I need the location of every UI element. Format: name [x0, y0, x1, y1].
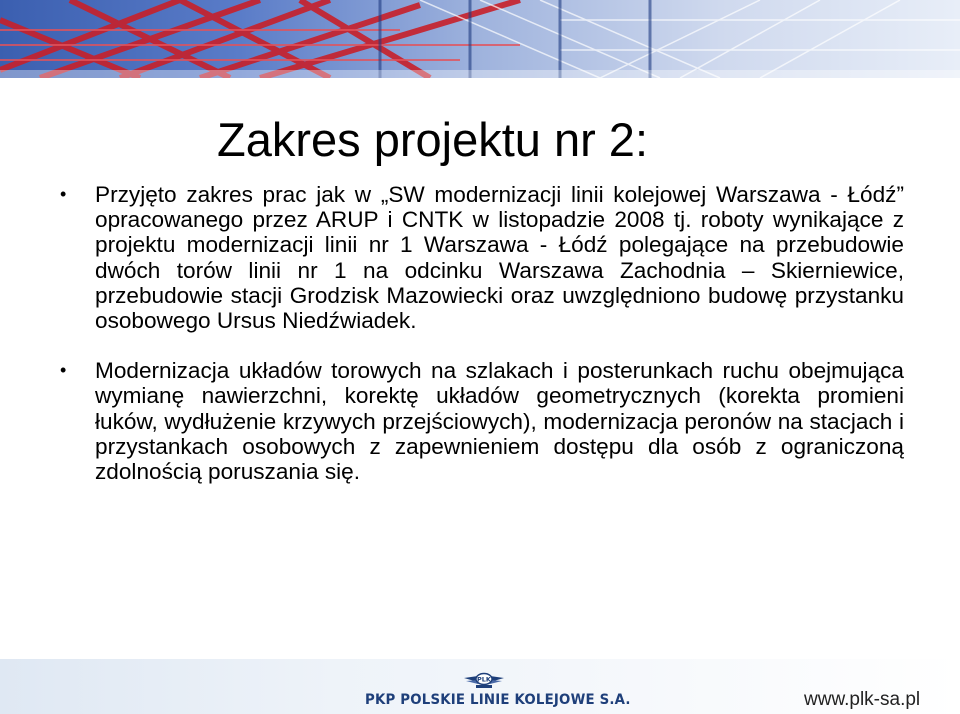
logo-text: PLK [477, 675, 491, 684]
bullet-icon: • [60, 184, 67, 204]
header-banner-image [0, 0, 960, 78]
bullet-list [60, 182, 904, 484]
bullet-item-modernization [60, 358, 904, 484]
website-url[interactable]: www.plk-sa.pl [804, 689, 921, 710]
company-name: PKP POLSKIE LINIE KOLEJOWE S.A. [365, 692, 631, 708]
bullet-text: Modernizacja układów torowych na szlakach i posterunkach ruchu obejmująca wymianę nawierzchni, korektę układów geometrycznych (korekta promieni łuków, wydłużenie krzywych przejściowych), modernizacja peronów na stacjach i przystankach osobowych z zapewnieniem dostępu dla osób z ograniczoną zdolnością poruszania się. [95, 358, 904, 485]
slide-title: Zakres projektu nr 2: [217, 113, 649, 166]
bullet-item-scope [60, 182, 904, 333]
bullet-text: Przyjęto zakres prac jak w „SW modernizacji linii kolejowej Warszawa - Łódź” opracowanego przez ARUP i CNTK w listopadzie 2008 tj. roboty wynikające z projektu modernizacji linii nr 1 Warszawa - Łódź polegające na przebudowie dwóch torów linii nr 1 na odcinku Warszawa Zachodnia – Skierniewice, przebudowie stacji Grodzisk Mazowiecki oraz uwzględniono budowę przystanku osobowego Ursus Niedźwiadek. [95, 182, 904, 334]
bullet-icon: • [60, 360, 67, 381]
plk-winged-logo-icon [462, 668, 506, 692]
